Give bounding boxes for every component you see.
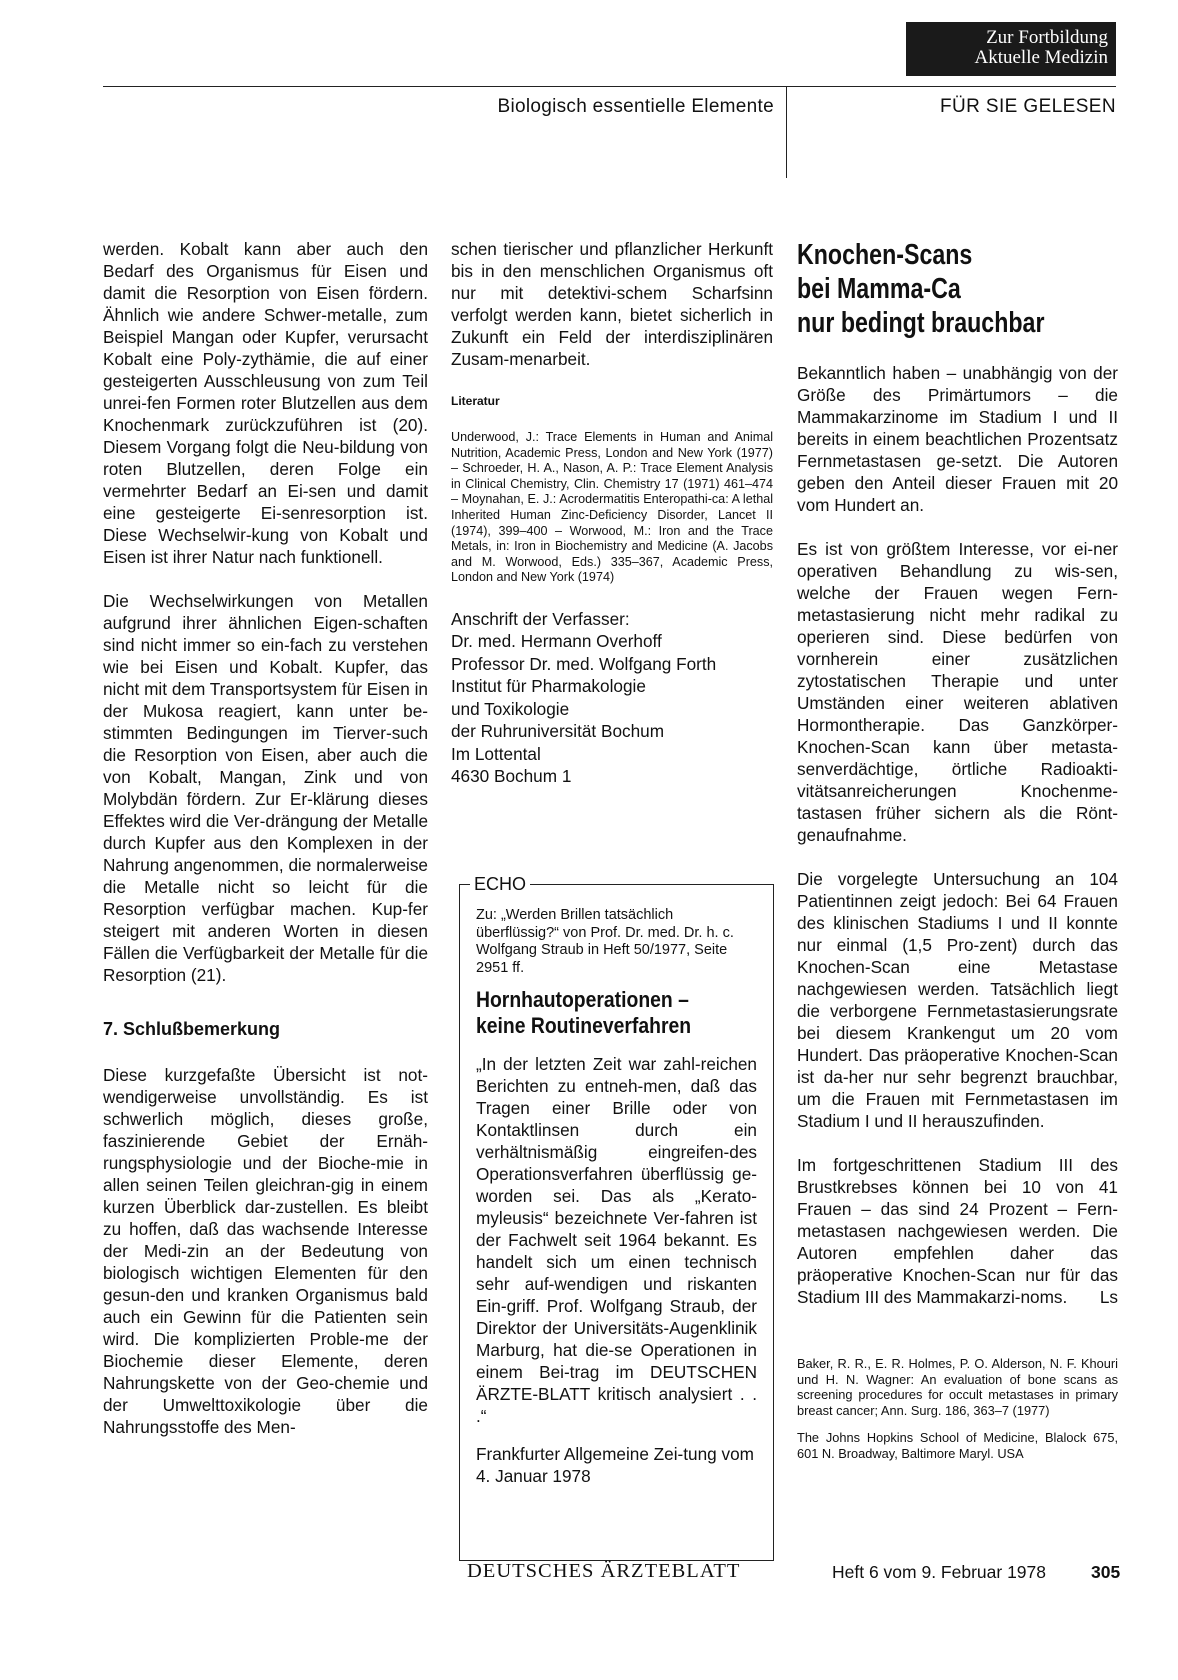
echo-quote: „In der letzten Zeit war zahl-reichen Berichten zu entneh-men, daß das Tragen einer Brille oder von Kontaktlinsen durch ein verhältnismäßig eingreifen-des Operationsverfahren überflüssig ge-worden sei. Das als „Kerato-myleusis“ bezeichnete Ver-fahren ist der Fachwelt seit 1964 bekannt. Es handelt sich um einen technisch sehr auf-wendigen und riskanten Ein-griff. Prof. Wolfgang Straub, der Direktor der Universitäts-Augenklinik Marburg, hat die-se Operationen in einem Bei-trag im DEUTSCHEN ÄRZTE-BLATT kritisch analysiert . . .“ <box>476 1054 757 1426</box>
paragraph: Diese kurzgefaßte Übersicht ist not-wendigerweise unvollständig. Es ist schwerlich möglich, dieses große, faszinierende Gebiet der Ernäh-rungsphysiologie und der Bioche-mie in allen seinen Teilen gleichran-gig in einem kurzen Überblick dar-zustellen. Es bleibt zu hoffen, daß das wachsende Interesse der Medi-zin an der Bedeutung von biologisch wichtigen Elementen für den gesun-den und kranken Organismus bald auch ein Gewinn für die Patienten sein wird. Die komplizierten Proble-me der Biochemie dieser Elemente, deren Nahrungskette von der Geo-chemie und der Umwelttoxikologie über die Nahrungsstoffe des Men- <box>103 1065 428 1437</box>
header-divider <box>786 86 787 178</box>
echo-reference: Zu: „Werden Brillen tatsächlich überflüssig?“ von Prof. Dr. med. Dr. h. c. Wolfgang Straub in Heft 50/1977, Seite 2951 ff. <box>476 907 734 976</box>
echo-headline: Hornhautoperationen – keine Routineverfahren <box>476 987 692 1038</box>
citation-institution: The Johns Hopkins School of Medicine, Blalock 675, 601 N. Broadway, Baltimore Maryl. USA <box>797 1430 1118 1461</box>
article-column-1 <box>103 238 428 1438</box>
paragraph: Die vorgelegte Untersuchung an 104 Patientinnen zeigt jedoch: Bei 64 Frauen des klinischen Stadiums I und II konnte nur einmal (1,5 Pro-zent) durch das Knochen-Scan eine Metastase nachgewiesen werden. Tatsächlich liegt die verborgene Fernmetastasierungsrate bei diesem Krankengut um 20 vom Hundert. Das präoperative Knochen-Scan ist da-her nur sehr begrenzt brauchbar, um die Frauen mit Fernmetastasen im Stadium I und II herauszufinden. <box>797 869 1118 1131</box>
echo-source: Frankfurter Allgemeine Zei-tung vom 4. Januar 1978 <box>476 1444 754 1486</box>
paragraph: werden. Kobalt kann aber auch den Bedarf des Organismus für Eisen und damit die Resorption von Eisen fördern. Ähnlich wie andere Schwer-metalle, zum Beispiel Mangan oder Kupfer, verursacht Kobalt eine Poly-zythämie, die auf einer gesteigerten Ausschleusung von zum Teil unrei-fen Formen roter Blutzellen aus dem Knochenmark zurückzuführen ist (20). Diesem Vorgang folgt die Neu-bildung von roten Blutzellen, deren Folge ein vermehrter Bedarf an Ei-sen und damit eine gesteigerte Ei-senresorption ist. Diese Wechselwir-kung von Kobalt und Eisen ist ihrer Natur nach funktionell. <box>103 239 428 567</box>
paragraph <box>797 1154 1118 1308</box>
literature-list: Underwood, J.: Trace Elements in Human and Animal Nutrition, Academic Press, London and New York (1977) – Schroeder, H. A., Nason, A. P.: Trace Element Analysis in Clinical Chemistry, Clin. Chemistry 17 (1971) 461–474 – Moynahan, E. J.: Acrodermatitis Enteropathi-ca: A lethal Inherited Human Zinc-Deficiency Disorder, Lancet II (1974), 399–400 – Worwood, M.: Iron and the Trace Metals, in: Iron in Biochemistry and Medicine (A. Jacobs and M. Worwood, Eds.) 335–367, Academic Press, London and New York (1974) <box>451 430 773 585</box>
footer-issue: Heft 6 vom 9. Februar 1978 <box>832 1562 1046 1582</box>
paragraph-text: Im fortgeschrittenen Stadium III des Brustkrebses können bei 10 von 41 Frauen – das sind 24 Prozent – Fern-metastasen nachgewiesen werden. Die Autoren empfehlen daher das präoperative Knochen-Scan nur für das Stadium III des Mammakarzi-noms. <box>797 1155 1118 1307</box>
paragraph: Es ist von größtem Interesse, vor ei-ner operativen Behandlung zu wis-sen, welche der Frauen wegen Fern-metastasierung nicht mehr radikal zu operieren sind. Diese bedürfen von vornherein einer zusätzlichen zytostatischen Therapie und unter Umständen einer weiteren ablativen Hormontherapie. Das Ganzkörper-Knochen-Scan kann über metasta-senverdächtige, örtliche Radioakti-vitätsanreicherungen Knochenme-tastasen früher sichern als die Rönt-genaufnahme. <box>797 539 1118 845</box>
article-column-3 <box>797 238 1118 1462</box>
section-badge: Zur Fortbildung Aktuelle Medizin <box>906 22 1116 76</box>
article-headline: Knochen-Scans bei Mamma-Ca nur bedingt brauchbar <box>797 239 1045 339</box>
paragraph: schen tierischer und pflanzlicher Herkunft bis in den menschlichen Organismus oft nur mit detektivi-schem Scharfsinn verfolgt werden kann, bietet sicherlich in Zukunft ein Feld der interdisziplinären Zusam-menarbeit. <box>451 239 773 369</box>
page-number: 305 <box>1091 1562 1121 1582</box>
literature-heading: Literatur <box>451 394 500 408</box>
section-heading: 7. Schlußbemerkung <box>103 1019 281 1039</box>
author-signature: Ls <box>1099 1287 1118 1307</box>
running-head-right: FÜR SIE GELESEN <box>940 96 1116 117</box>
echo-label: ECHO <box>470 873 530 895</box>
author-address: Anschrift der Verfasser: Dr. med. Hermann Overhoff Professor Dr. med. Wolfgang Forth Institut für Pharmakologie und Toxikologie der Ruhruniversität Bochum Im Lottental 4630 Bochum 1 <box>451 608 717 787</box>
echo-box <box>459 874 774 1561</box>
running-head-left: Biologisch essentielle Elemente <box>497 96 774 117</box>
citation: Baker, R. R., E. R. Holmes, P. O. Alderson, N. F. Khouri und H. N. Wagner: An evaluation of bone scans as screening procedures for occult metastases in primary breast cancer; Ann. Surg. 186, 363–7 (1977) <box>797 1356 1118 1418</box>
header-rule <box>103 86 1116 87</box>
article-column-2 <box>451 238 773 788</box>
paragraph: Die Wechselwirkungen von Metallen aufgrund ihrer ähnlichen Eigen-schaften sind nicht immer so ein-fach zu verstehen wie bei Eisen und Kobalt. Kupfer, das nicht mit dem Transportsystem für Eisen in der Mukosa reagiert, kann unter be-stimmten Bedingungen im Tierver-such die Resorption von Eisen, aber auch die von Kobalt, Mangan, Zink und von Molybdän fördern. Zur Er-klärung dieses Effektes wird die Ver-drängung der Metalle durch Kupfer aus den Komplexen in der Nahrung angenommen, die normalerweise die Metalle nicht so leicht für die Resorption verfügbar machen. Kup-fer steigert mit anderen Worten in diesen Fällen die Verfügbarkeit der Metalle für die Resorption (21). <box>103 591 428 985</box>
paragraph: Bekanntlich haben – unabhängig von der Größe des Primärtumors – die Mammakarzinome im Stadium I und II bereits in einem beachtlichen Prozentsatz Fernmetastasen ge-setzt. Die Autoren geben den Anteil dieser Frauen mit 20 vom Hundert an. <box>797 363 1118 515</box>
footer-journal: DEUTSCHES ÄRZTEBLATT <box>467 1560 741 1582</box>
